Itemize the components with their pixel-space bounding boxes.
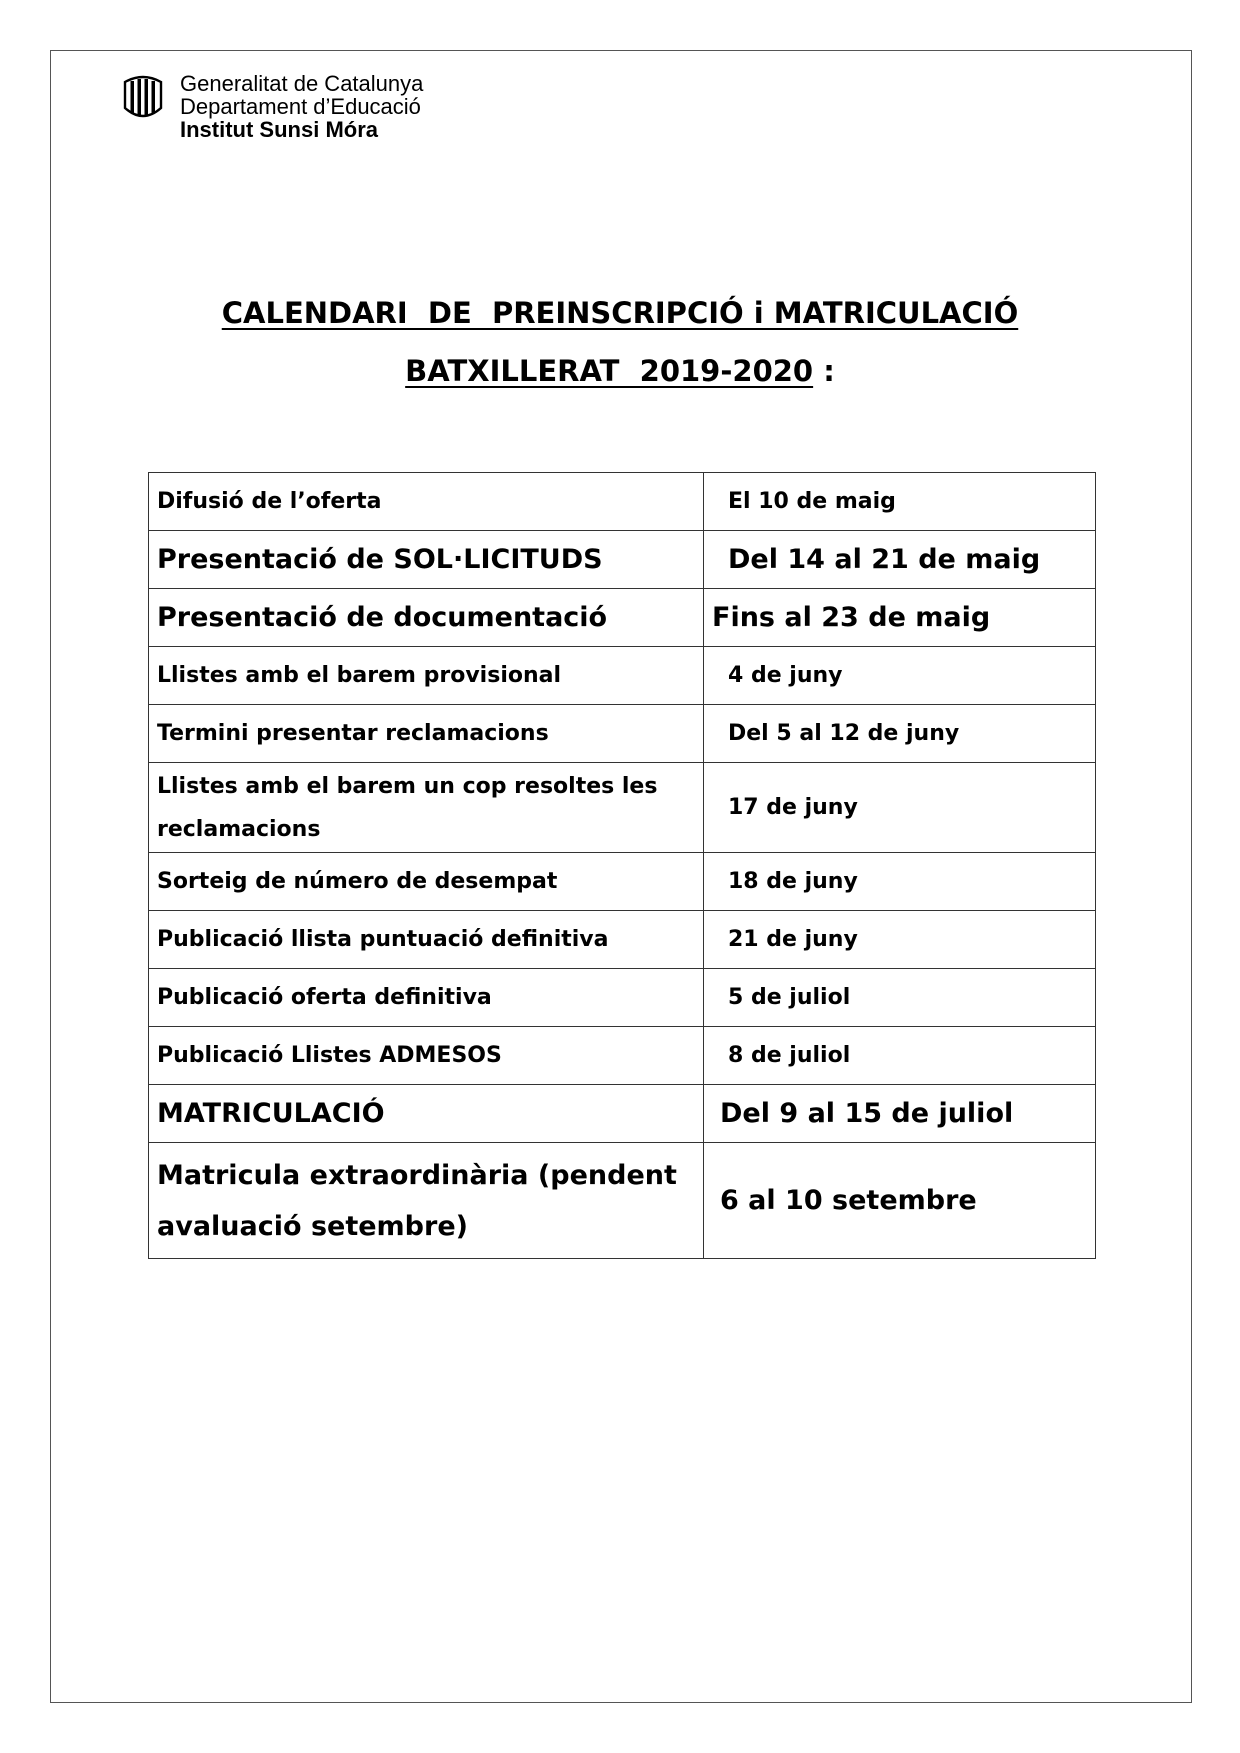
date-cell: 17 de juny	[704, 763, 1096, 853]
date-cell: El 10 de maig	[704, 473, 1096, 531]
header-line-generalitat: Generalitat de Catalunya	[180, 71, 424, 96]
date-cell: Del 14 al 21 de maig	[704, 531, 1096, 589]
title-line-2-text: BATXILLERAT 2019-2020	[405, 354, 814, 388]
date-cell: 18 de juny	[704, 853, 1096, 911]
table-row	[149, 589, 1096, 647]
table-row	[149, 647, 1096, 705]
date-cell: Del 5 al 12 de juny	[704, 705, 1096, 763]
table-row	[149, 763, 1096, 853]
table-row	[149, 911, 1096, 969]
table-row	[149, 853, 1096, 911]
page-title-line-1	[0, 296, 1240, 330]
date-cell: 21 de juny	[704, 911, 1096, 969]
date-cell: Del 9 al 15 de juliol	[704, 1085, 1096, 1143]
date-cell: 6 al 10 setembre	[704, 1143, 1096, 1259]
date-cell: 4 de juny	[704, 647, 1096, 705]
activity-cell: Presentació de documentació	[149, 589, 704, 647]
activity-cell: MATRICULACIÓ	[149, 1085, 704, 1143]
activity-cell: Matricula extraordinària (pendent avaluació setembre)	[149, 1143, 704, 1259]
activity-cell: Llistes amb el barem provisional	[149, 647, 704, 705]
calendar-table	[148, 472, 1096, 1259]
table-row	[149, 705, 1096, 763]
table-row	[149, 969, 1096, 1027]
activity-cell: Publicació llista puntuació definitiva	[149, 911, 704, 969]
header-line-institut: Institut Sunsi Móra	[180, 117, 378, 142]
date-cell: 8 de juliol	[704, 1027, 1096, 1085]
activity-cell: Publicació Llistes ADMESOS	[149, 1027, 704, 1085]
header-line-departament: Departament d’Educació	[180, 94, 421, 119]
activity-cell: Termini presentar reclamacions	[149, 705, 704, 763]
table-row	[149, 531, 1096, 589]
table-row	[149, 1143, 1096, 1259]
activity-cell: Publicació oferta definitiva	[149, 969, 704, 1027]
table-row	[149, 1085, 1096, 1143]
page-title-line-2	[0, 354, 1240, 388]
table-row	[149, 1027, 1096, 1085]
title-line-1-text: CALENDARI DE PREINSCRIPCIÓ i MATRICULACIÓ	[221, 296, 1019, 330]
activity-cell: Presentació de SOL·LICITUDS	[149, 531, 704, 589]
title-line-2-suffix: :	[813, 354, 835, 388]
date-cell: Fins al 23 de maig	[704, 589, 1096, 647]
activity-cell: Llistes amb el barem un cop resoltes les reclamacions	[149, 763, 704, 853]
table-row	[149, 473, 1096, 531]
date-cell: 5 de juliol	[704, 969, 1096, 1027]
generalitat-logo-icon	[122, 74, 164, 122]
activity-cell: Sorteig de número de desempat	[149, 853, 704, 911]
activity-cell: Difusió de l’oferta	[149, 473, 704, 531]
